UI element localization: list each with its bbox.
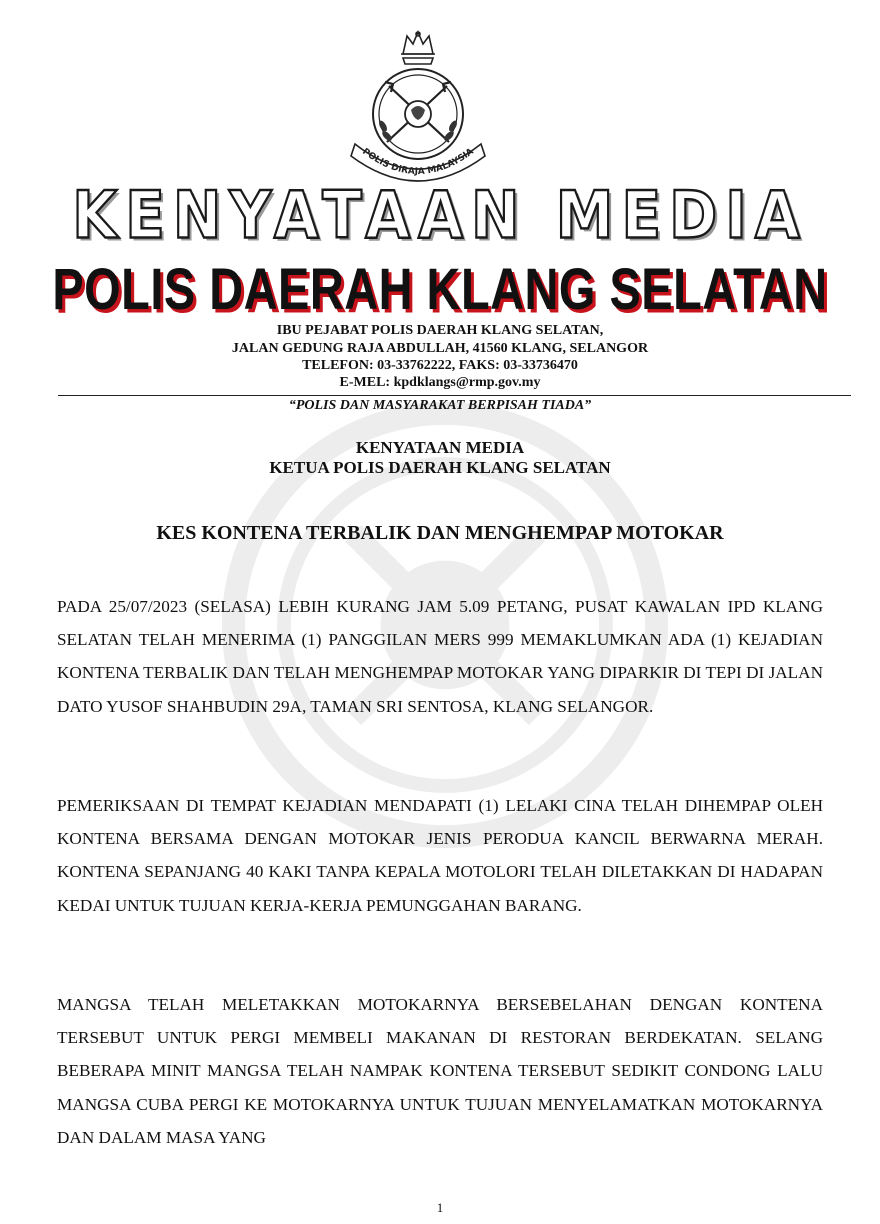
paragraph-1: PADA 25/07/2023 (SELASA) LEBIH KURANG JAM 5.09 PETANG, PUSAT KAWALAN IPD KLANG SELATAN TELAH MENERIMA (1) PANGGILAN MERS 999 MEMAKLUMKAN ADA (1) KEJADIAN KONTENA TERBALIK DAN TELAH MENGHEMPAP MOTOKAR YANG DIPARKIR DI TEPI DI JALAN DATO YUSOF SHAHBUDIN 29A, TAMAN SRI SENTOSA, KLANG SELANGOR.	[57, 597, 823, 716]
statement-heading-2: KETUA POLIS DAERAH KLANG SELATAN	[269, 458, 611, 477]
title-unit: POLIS DAERAH KLANG SELATAN	[52, 255, 828, 322]
crest-scroll-text: POLIS DIRAJA MALAYSIA	[360, 146, 476, 178]
paragraph-3: MANGSA TELAH MELETAKKAN MOTOKARNYA BERSEBELAHAN DENGAN KONTENA TERSEBUT UNTUK PERGI MEMBELI MAKANAN DI RESTORAN BERDEKATAN. SELANG BEBERAPA MINIT MANGSA TELAH NAMPAK KONTENA TERSEBUT SEDIKIT CONDONG LALU MANGSA CUBA PERGI KE MOTOKARNYA UNTUK TUJUAN MENYELAMATKAN MOTOKARNYA DAN DALAM MASA YANG	[57, 995, 823, 1147]
email-line: E-MEL: kpdklangs@rmp.gov.my	[339, 375, 541, 390]
statement-heading-1: KENYATAAN MEDIA	[355, 438, 525, 457]
address-line-2: JALAN GEDUNG RAJA ABDULLAH, 41560 KLANG, SELANGOR	[231, 341, 649, 356]
statement-subject: KES KONTENA TERBALIK DAN MENGHEMPAP MOTOKAR	[156, 522, 724, 544]
police-crest-icon	[345, 30, 491, 188]
motto: “POLIS DAN MASYARAKAT BERPISAH TIADA”	[288, 398, 592, 413]
page-number: 1	[436, 1200, 444, 1215]
phone-line: TELEFON: 03-33762222, FAKS: 03-33736470	[302, 358, 578, 373]
header-divider	[58, 395, 851, 396]
address-line-1: IBU PEJABAT POLIS DAERAH KLANG SELATAN,	[276, 323, 604, 338]
title-main: KENYATAAN MEDIA	[72, 176, 808, 254]
paragraph-2: PEMERIKSAAN DI TEMPAT KEJADIAN MENDAPATI (1) LELAKI CINA TELAH DIHEMPAP OLEH KONTENA BERSAMA DENGAN MOTOKAR JENIS PERODUA KANCIL BERWARNA MERAH. KONTENA SEPANJANG 40 KAKI TANPA KEPALA MOTOLORI TELAH DILETAKKAN DI HADAPAN KEDAI UNTUK TUJUAN KERJA-KERJA PEMUNGGAHAN BARANG.	[57, 796, 823, 915]
